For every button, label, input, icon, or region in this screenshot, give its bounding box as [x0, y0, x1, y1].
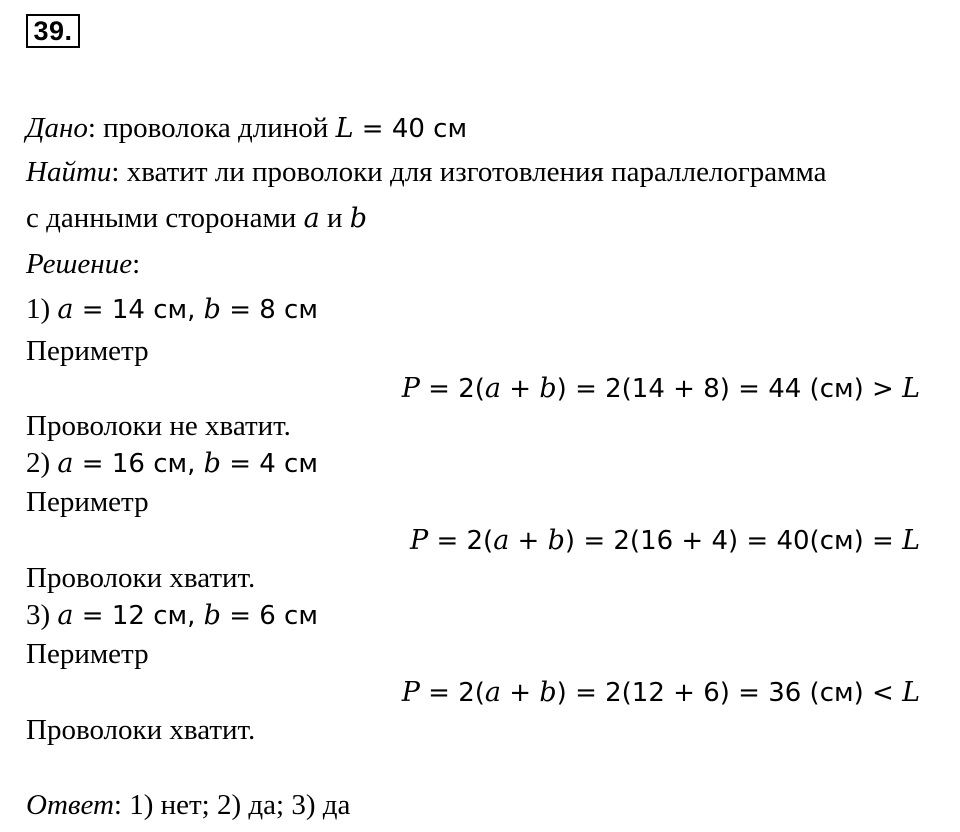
problem-number: 39. [26, 14, 80, 48]
case-3-formula-rest: ) = 2(12 + 6) = 36 (см) < [556, 678, 903, 708]
case-2-a: a [57, 448, 74, 479]
case-1-formula-plus: + [501, 374, 540, 404]
case-1-b: b [203, 294, 221, 325]
case-3-formula-plus: + [501, 678, 540, 708]
solution-heading [26, 246, 140, 282]
case-2-b: b [203, 448, 221, 479]
case-2-perimeter-label: Периметр [26, 486, 149, 518]
case-2-formula-rest: ) = 2(16 + 4) = 40(см) = [564, 526, 903, 556]
case-1-formula-P: P [401, 373, 420, 404]
solution-colon: : [132, 248, 141, 280]
case-1-perimeter-label: Периметр [26, 335, 149, 367]
case-2-formula-P: P [410, 525, 429, 556]
case-1-formula-a: a [484, 373, 502, 404]
find-b: b [349, 203, 368, 234]
given-label: Дано [26, 112, 88, 144]
case-1-formula-rest: ) = 2(14 + 8) = 44 (см) > [556, 374, 903, 404]
given-equals: = 40 см [353, 114, 468, 144]
case-2-b-val: = 4 см [220, 449, 318, 479]
case-3-b: b [203, 600, 221, 631]
case-3-formula-mid: = 2( [419, 678, 485, 708]
case-1-formula-b: b [539, 373, 557, 404]
case-2-formula [410, 522, 920, 559]
case-1-formula-L: L [902, 373, 920, 404]
case-3-condition [26, 597, 318, 634]
given-L: L [335, 113, 354, 144]
find-and: и [319, 202, 350, 234]
case-2-formula-mid: = 2( [428, 526, 494, 556]
case-3-formula-P: P [401, 677, 420, 708]
case-2-conclusion: Проволоки хватит. [26, 562, 256, 594]
case-2-formula-a: a [493, 525, 510, 556]
find-line [26, 154, 827, 190]
case-1-num: 1) [26, 293, 58, 325]
case-3-formula-a: a [484, 677, 502, 708]
case-3-formula [402, 674, 920, 711]
find-a: a [303, 203, 320, 234]
find-line-2 [26, 200, 367, 237]
case-1-formula-mid: = 2( [419, 374, 485, 404]
case-3-num: 3) [26, 599, 58, 631]
case-3-b-val: = 6 см [220, 601, 318, 631]
case-1-a: a [57, 294, 74, 325]
case-1-b-val: = 8 см [220, 295, 318, 325]
given-line [26, 110, 467, 147]
solution-label: Решение [26, 248, 133, 280]
answer-label: Ответ [26, 789, 114, 821]
case-1-condition [26, 291, 318, 328]
case-1-conclusion: Проволоки не хватит. [26, 410, 291, 442]
case-1-formula [402, 370, 920, 407]
case-3-perimeter-label: Периметр [26, 638, 149, 670]
case-2-formula-b: b [547, 525, 565, 556]
case-3-a-val: = 12 см, [73, 601, 204, 631]
answer-line [26, 787, 350, 823]
case-3-formula-b: b [539, 677, 557, 708]
case-2-num: 2) [26, 447, 58, 479]
find-label: Найти [26, 156, 112, 188]
given-text: : проволока длиной [87, 112, 336, 144]
case-1-a-val: = 14 см, [73, 295, 204, 325]
case-2-formula-L: L [902, 525, 920, 556]
find-text: : хватит ли проволоки для изготовления параллелограмма [111, 156, 827, 188]
answer-text: : 1) нет; 2) да; 3) да [113, 789, 351, 821]
find-line2-text: с данными сторонами [26, 202, 304, 234]
case-2-condition [26, 445, 318, 482]
case-2-a-val: = 16 см, [73, 449, 204, 479]
case-3-a: a [57, 600, 74, 631]
case-2-formula-plus: + [509, 526, 548, 556]
case-3-formula-L: L [902, 677, 920, 708]
case-3-conclusion: Проволоки хватит. [26, 714, 256, 746]
